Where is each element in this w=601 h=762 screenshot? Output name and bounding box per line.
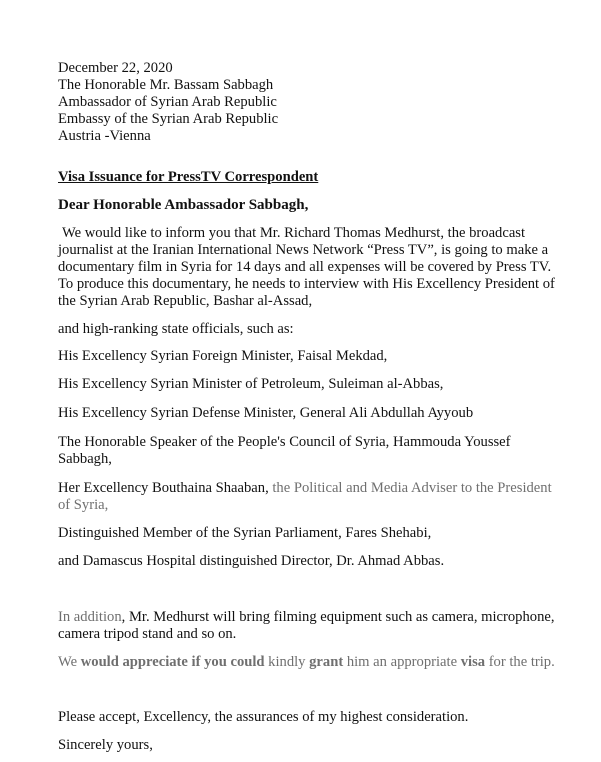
request-text-1: We (58, 654, 81, 670)
visa-request-paragraph (58, 654, 558, 671)
official-defense-minister: His Excellency Syrian Defense Minister, General Ali Abdullah Ayyoub (58, 405, 474, 421)
letter-date: December 22, 2020 (58, 60, 173, 76)
request-text-5: him an appropriate (343, 654, 461, 670)
official-media-adviser (58, 480, 558, 514)
addition-lead: In addition (58, 609, 122, 625)
official-parliament-member: Distinguished Member of the Syrian Parliament, Fares Shehabi, (58, 525, 432, 541)
sign-off: Sincerely yours, (58, 737, 153, 753)
official-speaker: The Honorable Speaker of the People's Council of Syria, Hammouda Youssef Sabbagh, (58, 434, 511, 467)
official-foreign-minister: His Excellency Syrian Foreign Minister, Faisal Mekdad, (58, 348, 388, 364)
official-hospital-director: and Damascus Hospital distinguished Director, Dr. Ahmad Abbas. (58, 553, 445, 569)
adviser-role: the Political and Media Adviser to the President of Syria, (58, 480, 552, 513)
recipient-organization: Embassy of the Syrian Arab Republic (58, 111, 279, 127)
addition-rest: , Mr. Medhurst will bring filming equipment such as camera, microphone, camera tripod stand and so on. (58, 609, 555, 642)
letter-subject: Visa Issuance for PressTV Correspondent (58, 169, 319, 185)
request-text-2: would appreciate if you could (80, 654, 265, 670)
official-petroleum-minister: His Excellency Syrian Minister of Petroleum, Suleiman al-Abbas, (58, 376, 444, 392)
officials-intro: and high-ranking state officials, such as: (58, 321, 294, 337)
recipient-name: The Honorable Mr. Bassam Sabbagh (58, 77, 274, 93)
intro-paragraph: We would like to inform you that Mr. Richard Thomas Medhurst, the broadcast journalist at the Iranian International News Network “Press TV”, is going to make a documentary film in Syria for 14 days and all expenses will be covered by Press TV. To produce this documentary, he needs to interview with His Excellency President of the Syrian Arab Republic, Bashar al-Assad, (58, 225, 555, 309)
closing-line: Please accept, Excellency, the assurances of my highest consideration. (58, 709, 469, 725)
recipient-location: Austria -Vienna (58, 128, 151, 144)
request-text-3: kindly (264, 654, 310, 670)
request-text-6: visa (460, 654, 486, 670)
request-text-7: for the trip. (485, 654, 555, 670)
letter-salutation: Dear Honorable Ambassador Sabbagh, (58, 197, 309, 213)
letter-body (58, 60, 558, 754)
recipient-title: Ambassador of Syrian Arab Republic (58, 94, 277, 110)
equipment-paragraph (58, 609, 558, 643)
request-text-4: grant (309, 654, 344, 670)
adviser-name: Her Excellency Bouthaina Shaaban, (58, 480, 269, 496)
